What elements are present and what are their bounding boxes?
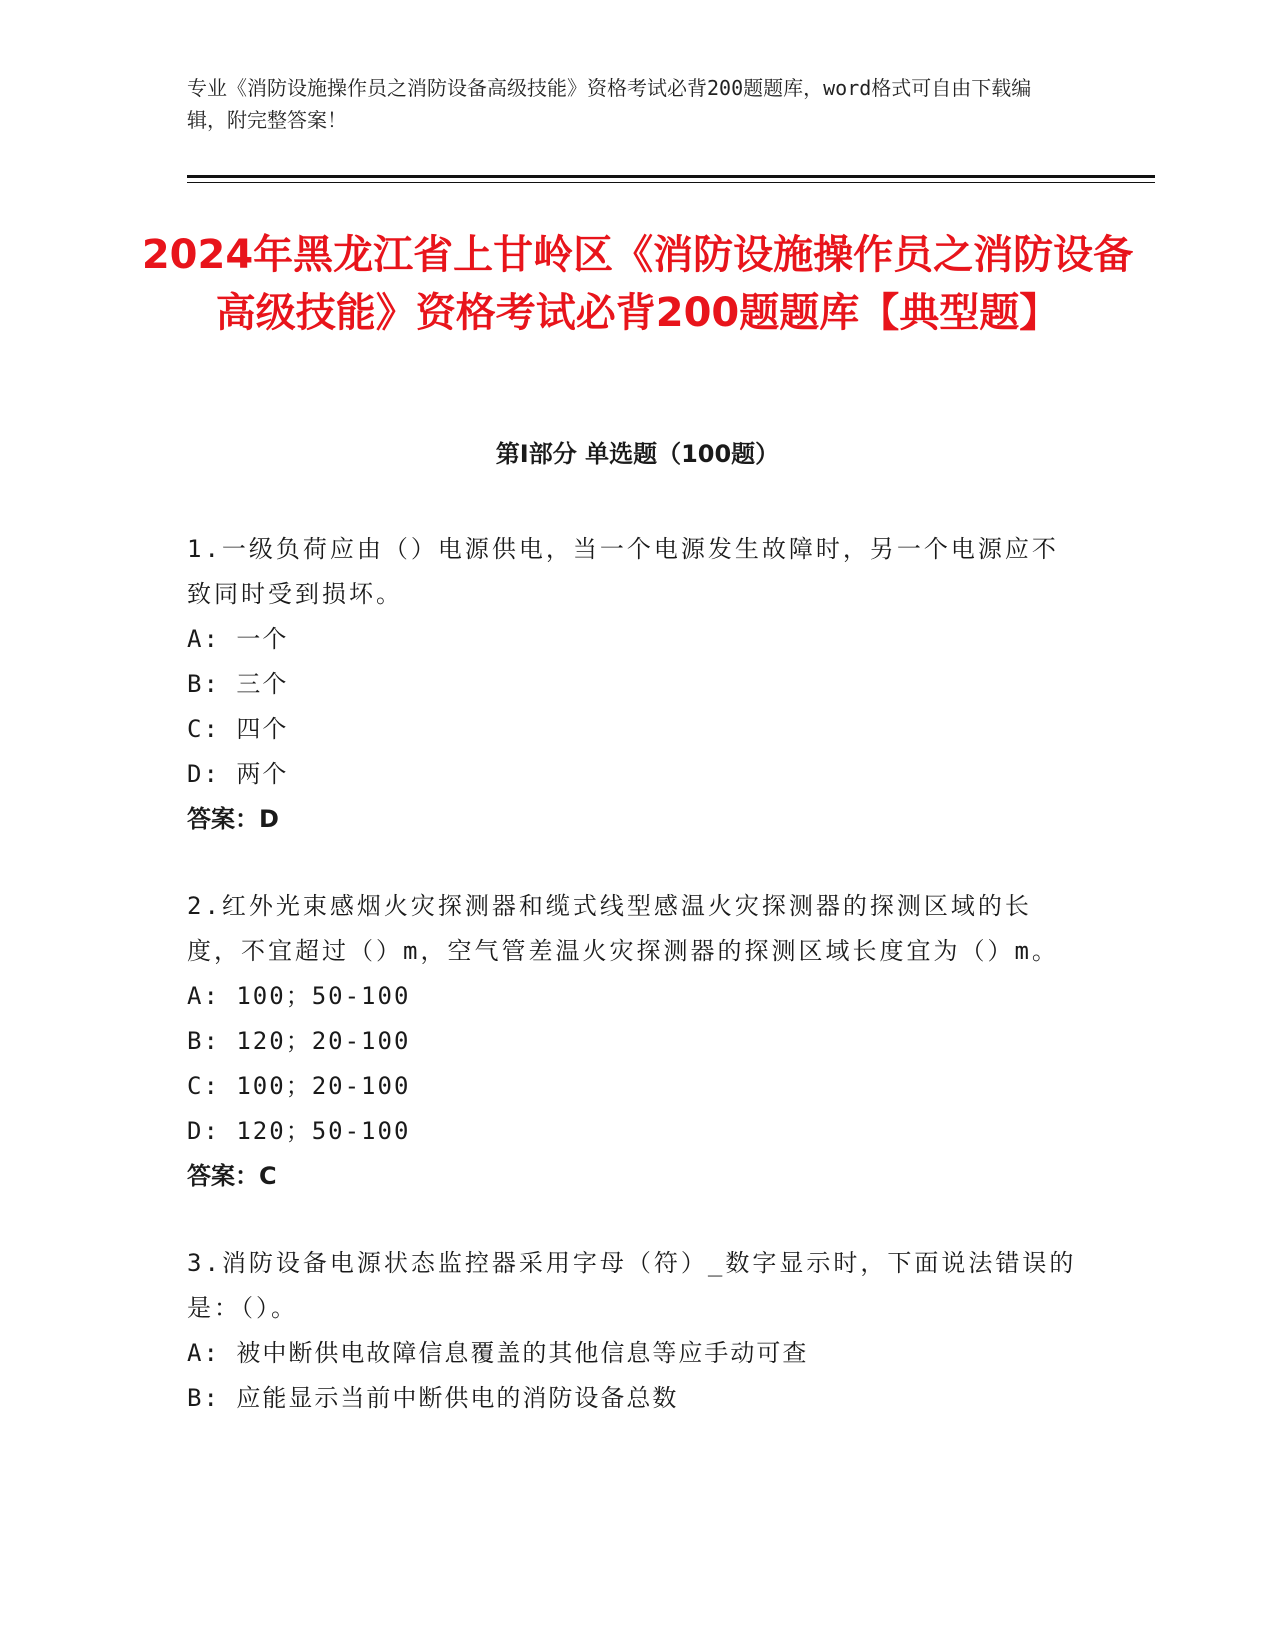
option-a: A: 一个 bbox=[187, 625, 289, 653]
question-stem: 2.红外光束感烟火灾探测器和缆式线型感温火灾探测器的探测区域的长度，不宜超过（）m，空气管差温火灾探测器的探测区域长度宜为（）m。 bbox=[187, 892, 1059, 965]
question-list bbox=[187, 527, 1077, 1463]
header-note: 专业《消防设施操作员之消防设备高级技能》资格考试必背200题题库，word格式可自由下载编辑，附完整答案！ bbox=[187, 76, 1032, 132]
option-b: B: 120；20-100 bbox=[187, 1027, 411, 1055]
header-rule-thin bbox=[187, 182, 1155, 183]
question-stem: 1.一级负荷应由（）电源供电，当一个电源发生故障时，另一个电源应不致同时受到损坏。 bbox=[187, 535, 1059, 608]
section-heading: 第Ⅰ部分 单选题（100题） bbox=[495, 440, 780, 468]
question-1 bbox=[187, 527, 1077, 842]
option-a: A: 被中断供电故障信息覆盖的其他信息等应手动可查 bbox=[187, 1339, 809, 1367]
question-3 bbox=[187, 1241, 1077, 1421]
header-rule-thick bbox=[187, 175, 1155, 178]
option-d: D: 120；50-100 bbox=[187, 1117, 411, 1145]
answer-label: 答案：C bbox=[187, 1162, 277, 1190]
option-c: C: 100；20-100 bbox=[187, 1072, 411, 1100]
option-b: B: 三个 bbox=[187, 670, 289, 698]
question-2 bbox=[187, 884, 1077, 1199]
option-b: B: 应能显示当前中断供电的消防设备总数 bbox=[187, 1384, 679, 1412]
option-a: A: 100；50-100 bbox=[187, 982, 411, 1010]
option-d: D: 两个 bbox=[187, 760, 289, 788]
option-c: C: 四个 bbox=[187, 715, 289, 743]
answer-label: 答案：D bbox=[187, 805, 279, 833]
question-stem: 3.消防设备电源状态监控器采用字母（符）_数字显示时，下面说法错误的是：（）。 bbox=[187, 1249, 1077, 1322]
document-title: 2024年黑龙江省上甘岭区《消防设施操作员之消防设备高级技能》资格考试必背200题题库【典型题】 bbox=[141, 232, 1134, 336]
